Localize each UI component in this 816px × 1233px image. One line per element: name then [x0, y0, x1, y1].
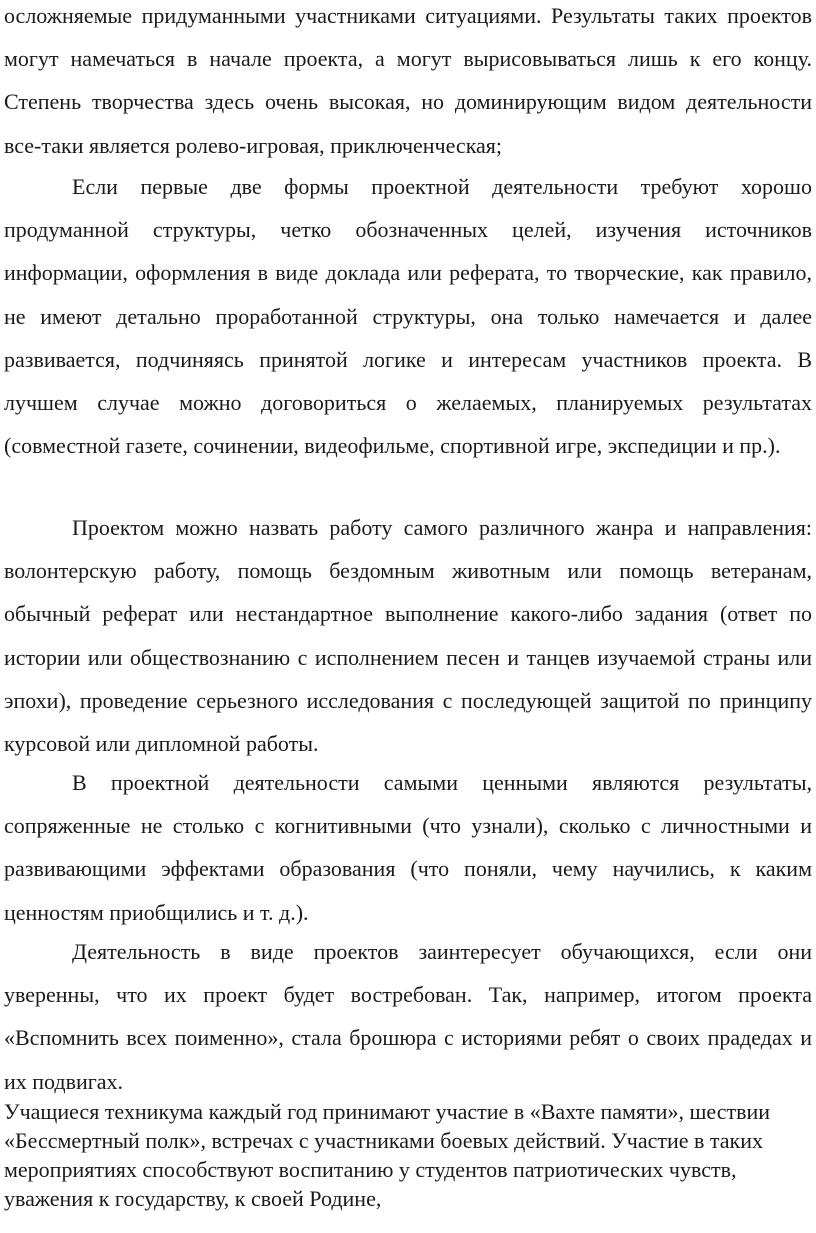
body-paragraph-4: В проектной деятельности самыми ценными являются результаты, сопряженные не столько с когнитивными (что узнали), сколько с личностными и развивающими эффектами образования (что поняли, чему научились, к каким ценностям приобщились и т. д.). [4, 770, 812, 925]
body-paragraph-1: осложняемые придуманными участниками ситуациями. Результаты таких проектов могут намечаться в начале проекта, а могут вырисовываться лишь к его концу. Степень творчества здесь очень высокая, но доминирующим видом деятельности все-таки является ролево-игровая, приключенческая; [4, 3, 812, 158]
body-paragraph-3: Проектом можно назвать работу самого различного жанра и направления: волонтерскую работу, помощь бездомным животным или помощь ветеранам, обычный реферат или нестандартное выполнение какого-либо задания (ответ по истории или обществознанию с исполнением песен и танцев изучаемой страны или эпохи), проведение серьезного исследования с последующей защитой по принципу курсовой или дипломной работы. [4, 515, 812, 757]
closing-paragraph: Учащиеся техникума каждый год принимают участие в «Вахте памяти», шествии «Бессмертный полк», встречах с участниками боевых действий. Участие в таких мероприятиях способствуют воспитанию у студентов патриотических чувств, уважения к государству, к своей Родине, [4, 1099, 771, 1211]
body-paragraph-2: Если первые две формы проектной деятельности требуют хорошо продуманной структуры, четко обозначенных целей, изучения источников информации, оформления в виде доклада или реферата, то творческие, как правило, не имеют детально проработанной структуры, она только намечается и далее развивается, подчиняясь принятой логике и интересам участников проекта. В лучшем случае можно договориться о желаемых, планируемых результатах (совместной газете, сочинении, видеофильме, спортивной игре, экспедиции и пр.). [4, 174, 812, 459]
body-paragraph-5: Деятельность в виде проектов заинтересует обучающихся, если они уверенны, что их проект будет востребован. Так, например, итогом проекта «Вспомнить всех поименно», стала брошюра с историями ребят о своих прадедах и их подвигах. [4, 939, 812, 1094]
